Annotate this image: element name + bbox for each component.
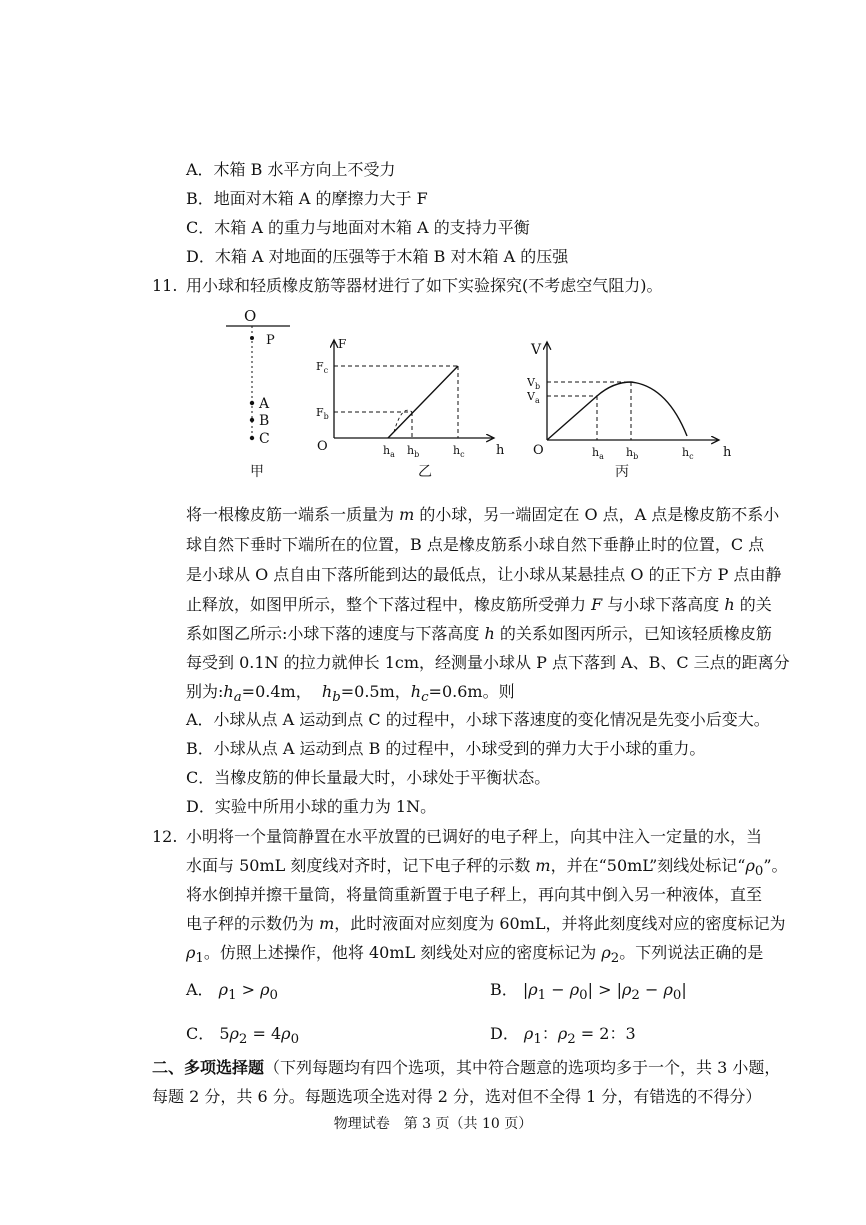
q11-body-line-4: 止释放，如图甲所示，整个下落过程中，橡皮筋所受弹力 F 与小球下落高度 h 的关	[186, 595, 772, 614]
q10-option-a: A．木箱 B 水平方向上不受力	[186, 160, 396, 179]
section2-line-1-rest: （下列每题均有四个选项，其中符合题意的选项均多于一个，共 3 小题，	[264, 1058, 781, 1077]
jia-point-p	[250, 336, 254, 340]
figure-jia	[220, 308, 300, 483]
bing-caption: 丙	[615, 464, 629, 480]
jia-point-c-label: C	[259, 431, 270, 447]
q11-option-b: B．小球从点 A 运动到点 B 的过程中，小球受到的弹力大于小球的重力。	[186, 739, 706, 758]
q10-option-b: B．地面对木箱 A 的摩擦力大于 F	[186, 189, 428, 208]
bing-x-tick-ha: $h_a$	[592, 446, 604, 461]
section2-line-1	[152, 1058, 780, 1078]
yi-y-tick-fb: $F_b$	[316, 406, 329, 421]
q11-intro: 用小球和轻质橡皮筋等器材进行了如下实验探究(不考虑空气阻力)。	[186, 276, 663, 295]
q11-body-line-1: 将一根橡皮筋一端系一质量为 m 的小球，另一端固定在 O 点，A 点是橡皮筋不系小	[186, 505, 780, 524]
q12-option-b: B． $|\rho_1 - \rho_0| > |\rho_2 - \rho_0|$	[490, 980, 687, 1004]
jia-point-p-label: P	[266, 333, 275, 348]
q11-body-line-5: 系如图乙所示:小球下落的速度与下落高度 h 的关系如图丙所示，已知该轻质橡皮筋	[186, 624, 772, 643]
yi-x-tick-ha: $h_a$	[383, 444, 395, 459]
q12-option-a: A． $\rho_1 > \rho_0$	[186, 980, 279, 1004]
q11-option-a: A．小球从点 A 运动到点 C 的过程中，小球下落速度的变化情况是先变小后变大。	[186, 710, 770, 729]
q12-line-2: 水面与 50mL 刻度线对齐时，记下电子秤的示数 m，并在“50mL”刻线处标记“$\rho_0$”。	[186, 856, 788, 880]
q11-body-line-7: 别为$:h_a=0.4m$， $h_b=0.5m$，$h_c=0.6m$。则	[186, 682, 515, 706]
bing-x-tick-hc: $h_c$	[682, 446, 694, 461]
jia-point-b	[250, 418, 254, 422]
yi-caption: 乙	[418, 464, 432, 480]
yi-x-tick-hb: $h_b$	[407, 444, 420, 459]
q11-option-d: D．实验中所用小球的重力为 1N。	[186, 797, 437, 816]
bing-x-axis-label: h	[723, 445, 732, 460]
jia-point-a-label: A	[259, 396, 270, 412]
q12-line-3: 将水倒掉并擦干量筒，将量筒重新置于电子秤上，再向其中倒入另一种液体，直至	[186, 885, 763, 904]
q12-number: 12.	[152, 827, 178, 846]
page-footer: 物理试卷 第 3 页（共 10 页）	[333, 1116, 533, 1132]
yi-y-axis-label: F	[338, 337, 347, 351]
jia-point-o-label: O	[244, 308, 257, 325]
section2-title: 二、多项选择题	[152, 1058, 265, 1077]
jia-point-c	[250, 436, 254, 440]
section2-line-2: 每题 2 分，共 6 分。每题选项全选对得 2 分，选对但不全得 1 分，有错选的不得分）	[152, 1087, 762, 1106]
figure-yi	[310, 332, 510, 484]
jia-caption: 甲	[250, 464, 264, 480]
bing-y-tick-vb: $V_b$	[527, 376, 541, 391]
q12-option-c: C． $5\rho_2 = 4\rho_0$	[186, 1024, 300, 1048]
q12-option-d: D． $\rho_1$：$\rho_2 = 2$：3	[490, 1024, 636, 1048]
bing-velocity-curve	[547, 382, 687, 440]
q12-line-5: $\rho_1$。仿照上述操作，他将 40mL 刻线处对应的密度标记为 $\rho_2$。下列说法正确的是	[186, 943, 764, 967]
yi-x-tick-hc: $h_c$	[453, 444, 465, 459]
q11-number: 11.	[152, 276, 178, 295]
q10-option-d: D．木箱 A 对地面的压强等于木箱 B 对木箱 A 的压强	[186, 247, 569, 266]
yi-y-tick-fc: $F_c$	[316, 360, 329, 375]
q11-body-line-3: 是小球从 O 点自由下落所能到达的最低点，让小球从某悬挂点 O 的正下方 P 点由静	[186, 565, 782, 584]
yi-force-line	[388, 366, 458, 438]
bing-y-tick-va: $V_a$	[527, 390, 540, 405]
jia-point-b-label: B	[259, 413, 270, 429]
bing-y-axis-label: V	[531, 342, 542, 358]
q11-body-line-6: 每受到 0.1N 的拉力就伸长 1cm，经测量小球从 P 点下落到 A、B、C 三点的距离分	[186, 653, 790, 672]
figure-bing	[527, 336, 737, 484]
bing-x-tick-hb: $h_b$	[626, 446, 639, 461]
q10-option-c: C．木箱 A 的重力与地面对木箱 A 的支持力平衡	[186, 218, 530, 237]
bing-origin-label: O	[533, 443, 544, 458]
q12-line-4: 电子秤的示数仍为 m，此时液面对应刻度为 60mL，并将此刻度线对应的密度标记为	[186, 914, 786, 933]
yi-x-axis-label: h	[496, 443, 505, 458]
q12-line-1: 小明将一个量筒静置在水平放置的已调好的电子秤上，向其中注入一定量的水，当	[186, 827, 763, 846]
yi-origin-label: O	[317, 439, 328, 454]
q11-option-c: C．当橡皮筋的伸长量最大时，小球处于平衡状态。	[186, 768, 551, 787]
q11-body-line-2: 球自然下垂时下端所在的位置，B 点是橡皮筋系小球自然下垂静止时的位置，C 点	[186, 535, 765, 554]
jia-point-a	[250, 401, 254, 405]
